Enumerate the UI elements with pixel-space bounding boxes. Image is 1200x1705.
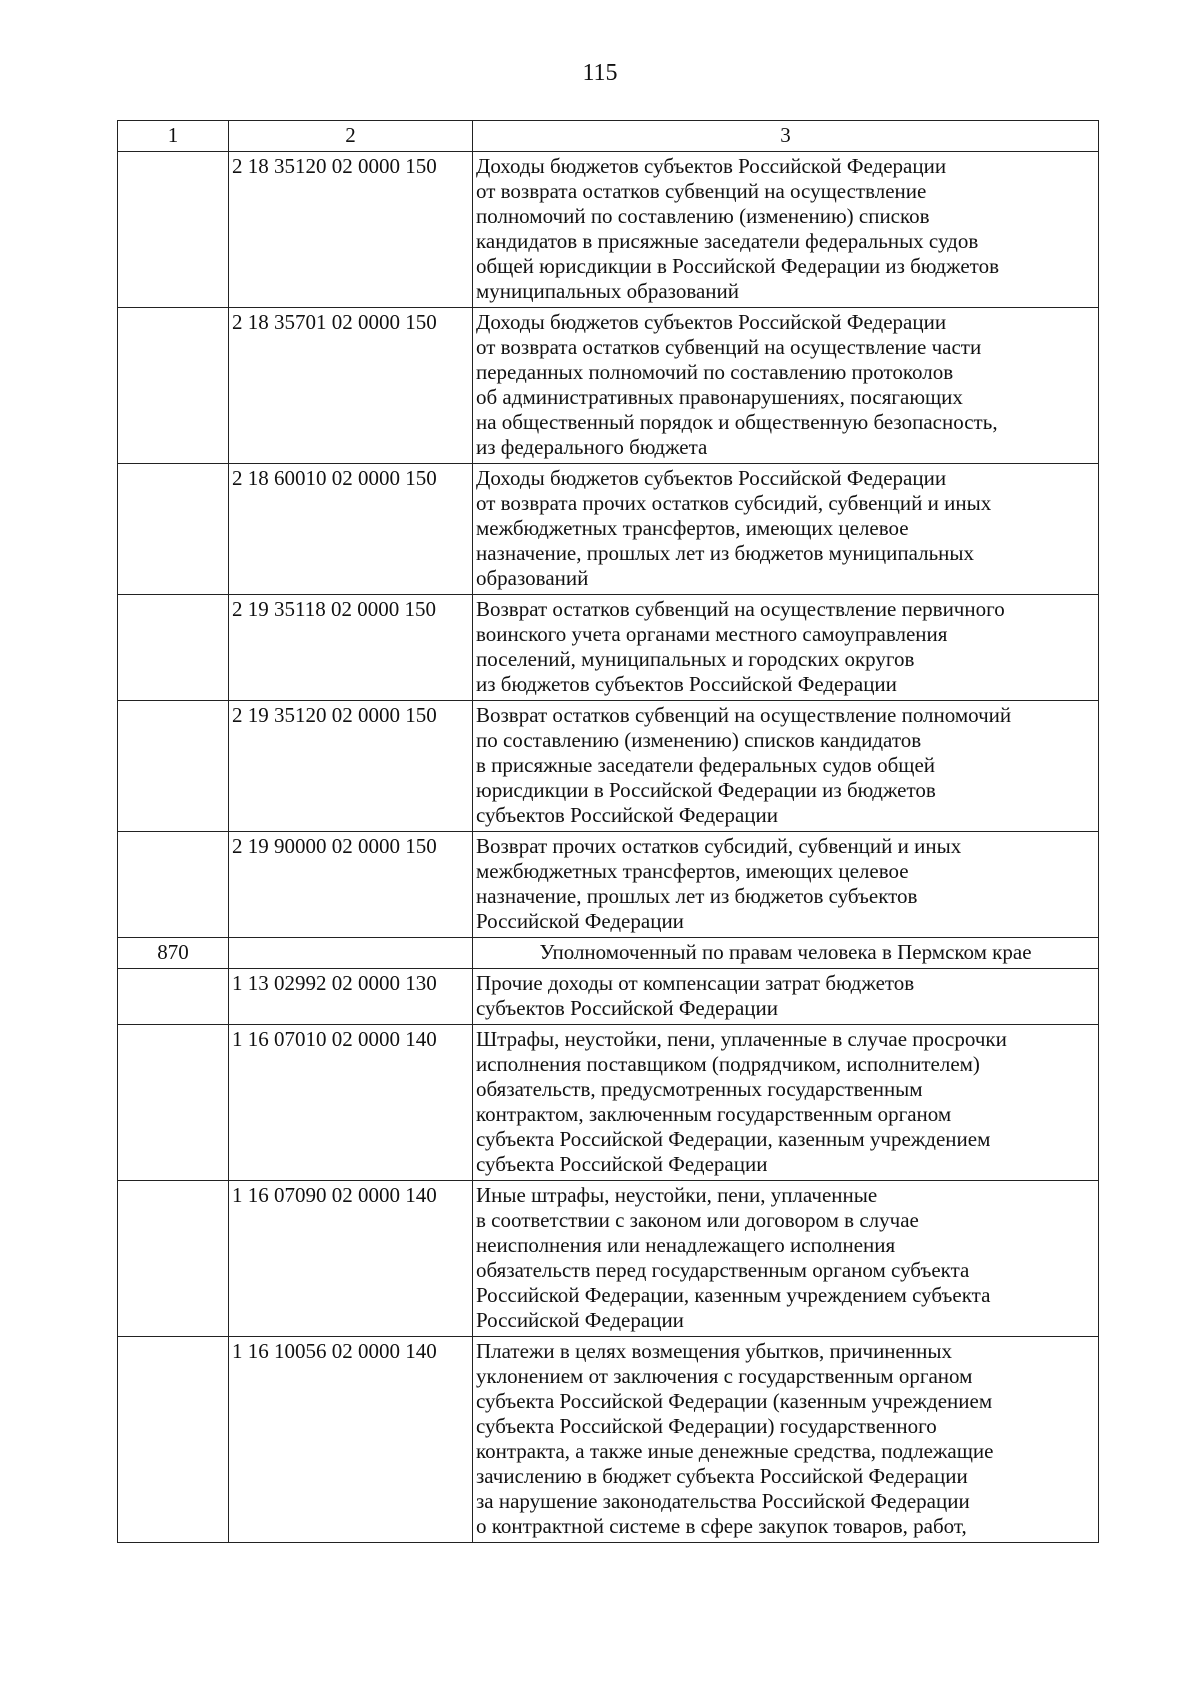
budget-code-cell: 2 19 90000 02 0000 150 — [229, 832, 473, 938]
description-cell: Доходы бюджетов субъектов Российской Федерации от возврата прочих остатков субсидий, субвенций и иных межбюджетных трансфертов, имеющих целевое назначение, прошлых лет из бюджетов муниципальных образований — [473, 464, 1099, 595]
admin-code-cell — [118, 1181, 229, 1337]
budget-code-cell: 1 16 07090 02 0000 140 — [229, 1181, 473, 1337]
description-cell: Прочие доходы от компенсации затрат бюджетов субъектов Российской Федерации — [473, 969, 1099, 1025]
description-cell: Возврат остатков субвенций на осуществление первичного воинского учета органами местного самоуправления поселений, муниципальных и городских округов из бюджетов субъектов Российской Федерации — [473, 595, 1099, 701]
table-row — [118, 308, 1099, 464]
budget-classification-table — [117, 120, 1099, 1543]
budget-code-cell: 2 18 35120 02 0000 150 — [229, 152, 473, 308]
table-header-row — [118, 121, 1099, 152]
budget-code-cell: 2 18 35701 02 0000 150 — [229, 308, 473, 464]
table-row — [118, 969, 1099, 1025]
admin-code-cell — [118, 1025, 229, 1181]
admin-code-cell — [118, 152, 229, 308]
admin-code-cell — [118, 701, 229, 832]
admin-code-cell: 870 — [118, 938, 229, 969]
description-cell: Возврат остатков субвенций на осуществление полномочий по составлению (изменению) списков кандидатов в присяжные заседатели федеральных судов общей юрисдикции в Российской Федерации из бюджетов субъектов Российской Федерации — [473, 701, 1099, 832]
description-cell: Возврат прочих остатков субсидий, субвенций и иных межбюджетных трансфертов, имеющих целевое назначение, прошлых лет из бюджетов субъектов Российской Федерации — [473, 832, 1099, 938]
budget-code-cell — [229, 938, 473, 969]
budget-code-cell: 1 13 02992 02 0000 130 — [229, 969, 473, 1025]
description-cell: Штрафы, неустойки, пени, уплаченные в случае просрочки исполнения поставщиком (подрядчиком, исполнителем) обязательств, предусмотренных государственным контрактом, заключенным государственным органом субъекта Российской Федерации, казенным учреждением субъекта Российской Федерации — [473, 1025, 1099, 1181]
table-row — [118, 938, 1099, 969]
admin-code-cell — [118, 1337, 229, 1543]
admin-code-cell — [118, 595, 229, 701]
table-row — [118, 595, 1099, 701]
admin-code-cell — [118, 832, 229, 938]
admin-code-cell — [118, 464, 229, 595]
description-cell: Доходы бюджетов субъектов Российской Федерации от возврата остатков субвенций на осуществление части переданных полномочий по составлению протоколов об административных правонарушениях, посягающих на общественный порядок и общественную безопасность, из федерального бюджета — [473, 308, 1099, 464]
table-row — [118, 701, 1099, 832]
table-row — [118, 1181, 1099, 1337]
admin-code-cell — [118, 308, 229, 464]
budget-code-cell: 1 16 07010 02 0000 140 — [229, 1025, 473, 1181]
column-header-2: 2 — [229, 121, 473, 152]
column-header-3: 3 — [473, 121, 1099, 152]
column-header-1: 1 — [118, 121, 229, 152]
page-number: 115 — [582, 60, 618, 86]
budget-code-cell: 2 19 35118 02 0000 150 — [229, 595, 473, 701]
table-row — [118, 1337, 1099, 1543]
admin-code-cell — [118, 969, 229, 1025]
table-row — [118, 464, 1099, 595]
budget-code-cell: 2 18 60010 02 0000 150 — [229, 464, 473, 595]
description-cell: Уполномоченный по правам человека в Пермском крае — [473, 938, 1099, 969]
description-cell: Иные штрафы, неустойки, пени, уплаченные в соответствии с законом или договором в случае неисполнения или ненадлежащего исполнения обязательств перед государственным органом субъекта Российской Федерации, казенным учреждением субъекта Российской Федерации — [473, 1181, 1099, 1337]
budget-code-cell: 1 16 10056 02 0000 140 — [229, 1337, 473, 1543]
table-row — [118, 832, 1099, 938]
budget-code-cell: 2 19 35120 02 0000 150 — [229, 701, 473, 832]
description-cell: Платежи в целях возмещения убытков, причиненных уклонением от заключения с государственным органом субъекта Российской Федерации (казенным учреждением субъекта Российской Федерации) государственного контракта, а также иные денежные средства, подлежащие зачислению в бюджет субъекта Российской Федерации за нарушение законодательства Российской Федерации о контрактной системе в сфере закупок товаров, работ, — [473, 1337, 1099, 1543]
table-row — [118, 1025, 1099, 1181]
table-row — [118, 152, 1099, 308]
description-cell: Доходы бюджетов субъектов Российской Федерации от возврата остатков субвенций на осуществление полномочий по составлению (изменению) списков кандидатов в присяжные заседатели федеральных судов общей юрисдикции в Российской Федерации из бюджетов муниципальных образований — [473, 152, 1099, 308]
